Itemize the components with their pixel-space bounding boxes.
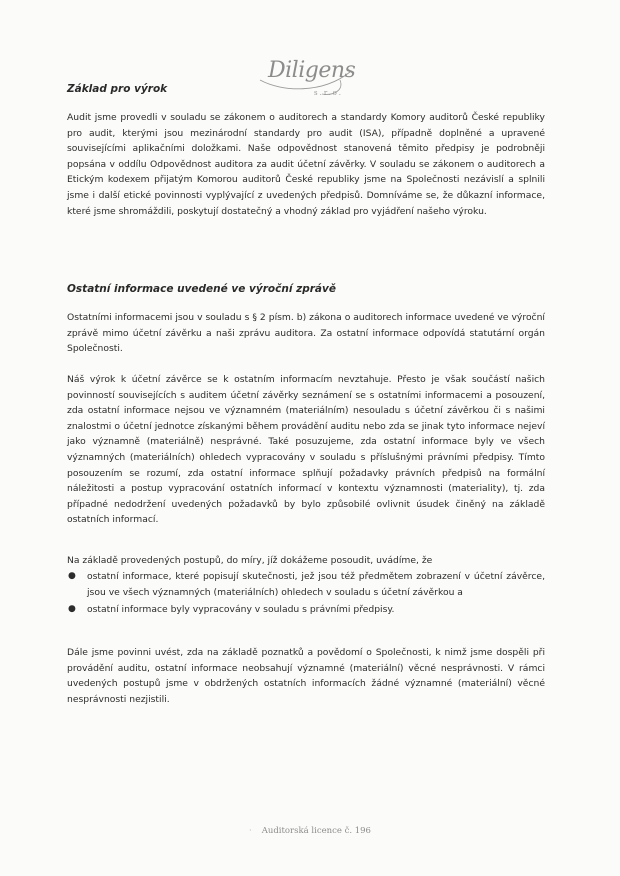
- page-footer: [0, 826, 620, 836]
- list-item: [67, 569, 545, 600]
- section-heading-other-info: Ostatní informace uvedené ve výroční zprávě: [67, 283, 336, 295]
- paragraph-basis: Audit jsme provedli v souladu se zákonem o auditorech a standardy Komory auditorů České republiky pro audit, kterými jsou mezinárodní standardy pro audit (ISA), případně doplněné a upravené souvisejícími aplikačními doložkami. Naše odpovědnost stanovená těmito předpisy je podrobněji popsána v oddílu Odpovědnost auditora za audit účetní závěrky. V souladu se zákonem o auditorech a Etickým kodexem přijatým Komorou auditorů České republiky jsme na Společnosti nezávislí a splnili jsme i další etické povinnosti vyplývající z uvedených předpisů. Domníváme se, že důkazní informace, které jsme shromáždili, poskytují dostatečný a vhodný základ pro vyjádření našeho výroku.: [67, 112, 545, 217]
- auditor-license: Auditorská licence č. 196: [261, 826, 371, 836]
- list-item: [67, 602, 545, 618]
- list-item-text: ostatní informace, které popisují skutečnosti, jež jsou též předmětem zobrazení v účetní závěrce, jsou ve všech významných (materiálních) ohledech v souladu s účetní závěrkou a: [87, 571, 545, 598]
- paragraph-other-info-scope: Náš výrok k účetní závěrce se k ostatním informacím nevztahuje. Přesto je však součástí našich povinností souvisejících s auditem účetní závěrky seznámení se s ostatními informacemi a posouzení, zda ostatní informace nejsou ve významném (materiálním) nesouladu s účetní závěrkou či s našimi znalostmi o účetní jednotce získanými během provádění auditu nebo zda se jinak tyto informace nejeví jako významně (materiálně) nesprávné. Také posuzujeme, zda ostatní informace byly ve všech významných (materiálních) ohledech vypracovány v souladu s příslušnými právními předpisy. Tímto posouzením se rozumí, zda ostatní informace splňují požadavky právních předpisů na formální náležitosti a postup vypracování ostatních informací v kontextu významnosti (materiality), tj. zda případné nedodržení uvedených požadavků by bylo způsobilé ovlivnit úsudek činěný na základě ostatních informací.: [67, 374, 545, 526]
- paragraph-other-info-definition: Ostatními informacemi jsou v souladu s § 2 písm. b) zákona o auditorech informace uvedené ve výroční zprávě mimo účetní závěrku a naši zprávu auditora. Za ostatní informace odpovídá statutární orgán Společnosti.: [67, 312, 545, 355]
- logo-suffix: s.r.o.: [314, 89, 343, 97]
- findings-list: [67, 569, 545, 618]
- bullet-icon: ●: [68, 571, 76, 581]
- paragraph-misstatements: Dále jsme povinni uvést, zda na základě poznatků a povědomí o Společnosti, k nimž jsme dospěli při provádění auditu, ostatní informace neobsahují významné (materiální) věcné nesprávnosti. V rámci uvedených postupů jsme v obdržených ostatních informacích žádné významné (materiální) věcné nesprávnosti nezjistili.: [67, 647, 545, 705]
- list-item-text: ostatní informace byly vypracovány v souladu s právními předpisy.: [87, 604, 395, 616]
- bullet-icon: ●: [68, 604, 76, 615]
- company-logo: [252, 50, 362, 105]
- section-heading-basis: Základ pro výrok: [67, 83, 168, 95]
- logo-name: Diligens: [268, 58, 356, 83]
- footer-mark: ·: [249, 826, 252, 836]
- paragraph-procedures-intro: Na základě provedených postupů, do míry, jíž dokážeme posoudit, uvádíme, že: [67, 555, 433, 566]
